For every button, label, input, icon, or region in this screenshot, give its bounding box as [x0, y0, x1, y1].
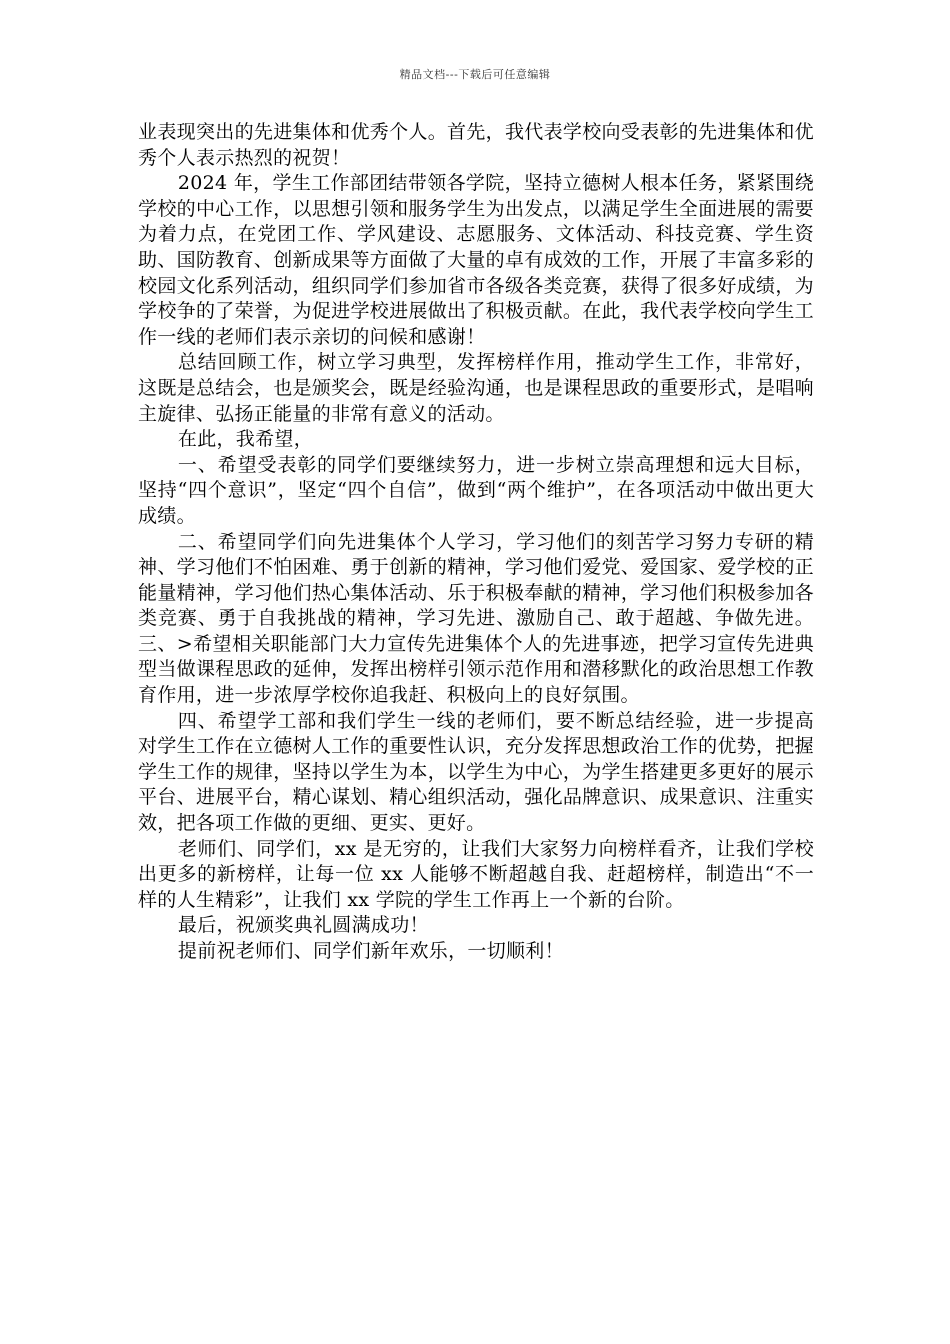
paragraph-review: 总结回顾工作，树立学习典型，发挥榜样作用，推动学生工作，非常好，这既是总结会，也是颁奖会，既是经验沟通，也是课程思政的重要形式，是唱响主旋律、弘扬正能量的非常有意义的活动。	[138, 351, 814, 425]
page-header: 精品文档---下载后可任意编辑	[399, 68, 551, 81]
document-body	[138, 120, 814, 965]
paragraph-hope-intro: 在此，我希望，	[177, 428, 313, 451]
paragraph-hope-four: 四、希望学工部和我们学生一线的老师们，要不断总结经验，进一步提高对学生工作在立德树人工作的重要性认识，充分发挥思想政治工作的优势，把握学生工作的规律，坚持以学生为本，以学生为中心，为学生搭建更多更好的展示平台、进展平台，精心谋划、精心组织活动，强化品牌意识、成果意识、注重实效，把各项工作做的更细、更实、更好。	[138, 709, 814, 835]
paragraph-closing-wish: 最后，祝颁奖典礼圆满成功！	[177, 914, 429, 937]
paragraph-work-summary: 2024 年，学生工作部团结带领各学院，坚持立德树人根本任务，紧紧围绕学校的中心工作，以思想引领和服务学生为出发点，以满足学生全面进展的需要为着力点，在党团工作、学风建设、志愿服务、文体活动、科技竞赛、学生资助、国防教育、创新成果等方面做了大量的卓有成效的工作，开展了丰富多彩的校园文化系列活动，组织同学们参加省市各级各类竞赛，获得了很多好成绩，为学校争的了荣誉，为促进学校进展做出了积极贡献。在此，我代表学校向学生工作一线的老师们表示亲切的问候和感谢！	[138, 172, 814, 348]
paragraph-hope-two-three: 二、希望同学们向先进集体个人学习，学习他们的刻苦学习努力专研的精神、学习他们不怕困难、勇于创新的精神，学习他们爱党、爱国家、爱学校的正能量精神，学习他们热心集体活动、乐于积极奉献的精神，学习他们积极参加各类竞赛、勇于自我挑战的精神，学习先进、激励自己、敢于超越、争做先进。三、>希望相关职能部门大力宣传先进集体个人的先进事迹，把学习宣传先进典型当做课程思政的延伸，发挥出榜样引领示范作用和潜移默化的政治思想工作教育作用，进一步浓厚学校你追我赶、积极向上的良好氛围。	[138, 530, 814, 707]
paragraph-hope-one: 一、希望受表彰的同学们要继续努力，进一步树立崇高理想和远大目标，坚持“四个意识”，坚定“四个自信”，做到“两个维护”，在各项活动中做出更大成绩。	[138, 453, 814, 527]
paragraph-continuation: 业表现突出的先进集体和优秀个人。首先，我代表学校向受表彰的先进集体和优秀个人表示热烈的祝贺！	[138, 121, 814, 169]
paragraph-new-year-wish: 提前祝老师们、同学们新年欢乐，一切顺利！	[177, 940, 564, 962]
paragraph-call-to-action: 老师们、同学们，xx 是无穷的，让我们大家努力向榜样看齐，让我们学校出更多的新榜样，让每一位 xx 人能够不断超越自我、赶超榜样，制造出“不一样的人生精彩”，让我们 xx 学院的学生工作再上一个新的台阶。	[138, 837, 814, 911]
